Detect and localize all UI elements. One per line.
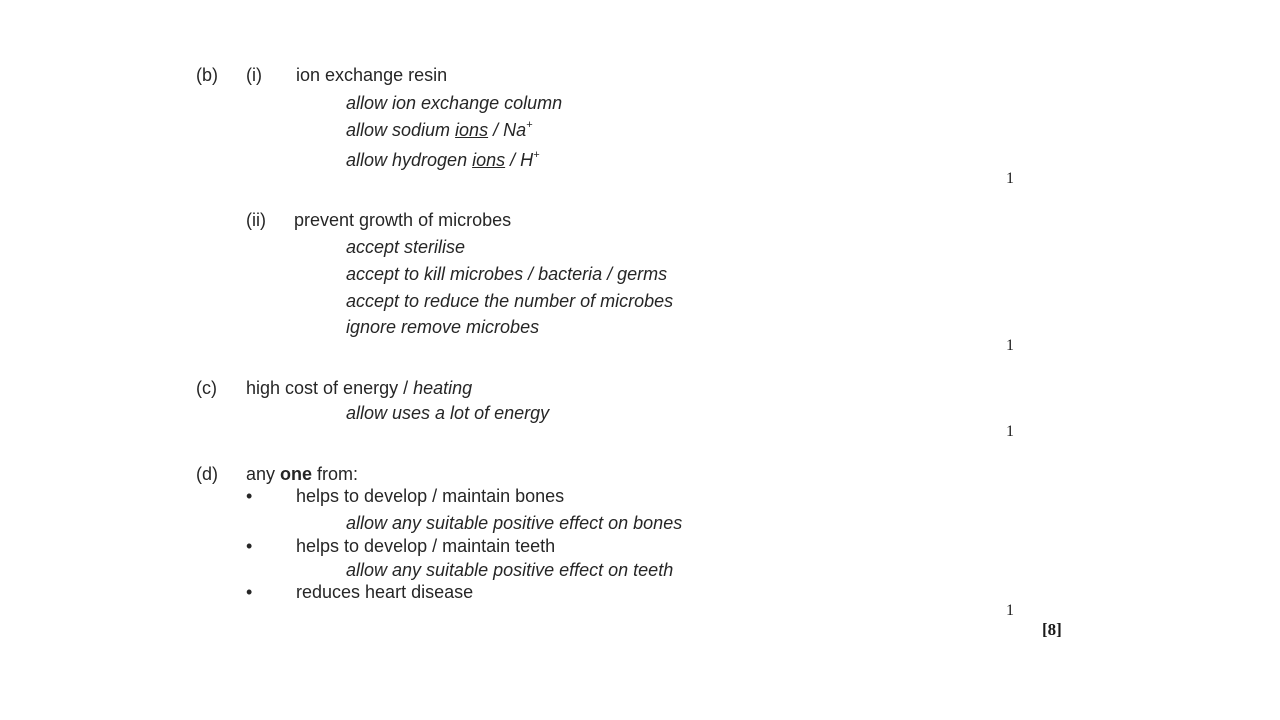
part-b-i-answer: ion exchange resin <box>296 65 448 85</box>
part-c-note-1: allow uses a lot of energy <box>346 403 550 423</box>
mark-b-i: 1 <box>1006 170 1014 187</box>
part-d-intro: any one from: <box>246 464 359 484</box>
bullet: • <box>246 536 253 556</box>
bullet: • <box>246 582 253 602</box>
part-b-i-label: (i) <box>246 65 262 85</box>
part-b-i-note-2: allow sodium ions / Na+ <box>346 119 533 140</box>
part-c-label: (c) <box>196 378 217 398</box>
part-b-ii-note-3: accept to reduce the number of microbes <box>346 291 674 311</box>
part-b-ii-note-2: accept to kill microbes / bacteria / germs <box>346 264 668 284</box>
mark-b-ii: 1 <box>1006 337 1014 354</box>
part-b-i-note-1: allow ion exchange column <box>346 93 563 113</box>
part-c-answer: high cost of energy / heating <box>246 378 473 398</box>
part-b-ii-note-1: accept sterilise <box>346 237 466 257</box>
part-d-item-2: helps to develop / maintain teeth <box>296 536 556 556</box>
part-b-i-note-3: allow hydrogen ions / H+ <box>346 149 540 170</box>
bullet: • <box>246 486 253 506</box>
mark-d: 1 <box>1006 602 1014 619</box>
total-marks: [8] <box>1042 620 1062 639</box>
part-d-item-1: helps to develop / maintain bones <box>296 486 565 506</box>
part-d-label: (d) <box>196 464 218 484</box>
part-d-item-1-note: allow any suitable positive effect on bones <box>346 513 683 533</box>
mark-c: 1 <box>1006 423 1014 440</box>
part-d-item-3: reduces heart disease <box>296 582 474 602</box>
part-b-ii-label: (ii) <box>246 210 266 230</box>
part-b-label: (b) <box>196 65 218 85</box>
part-d-item-2-note: allow any suitable positive effect on teeth <box>346 560 674 580</box>
part-b-ii-answer: prevent growth of microbes <box>294 210 512 230</box>
part-b-ii-note-4: ignore remove microbes <box>346 317 540 337</box>
